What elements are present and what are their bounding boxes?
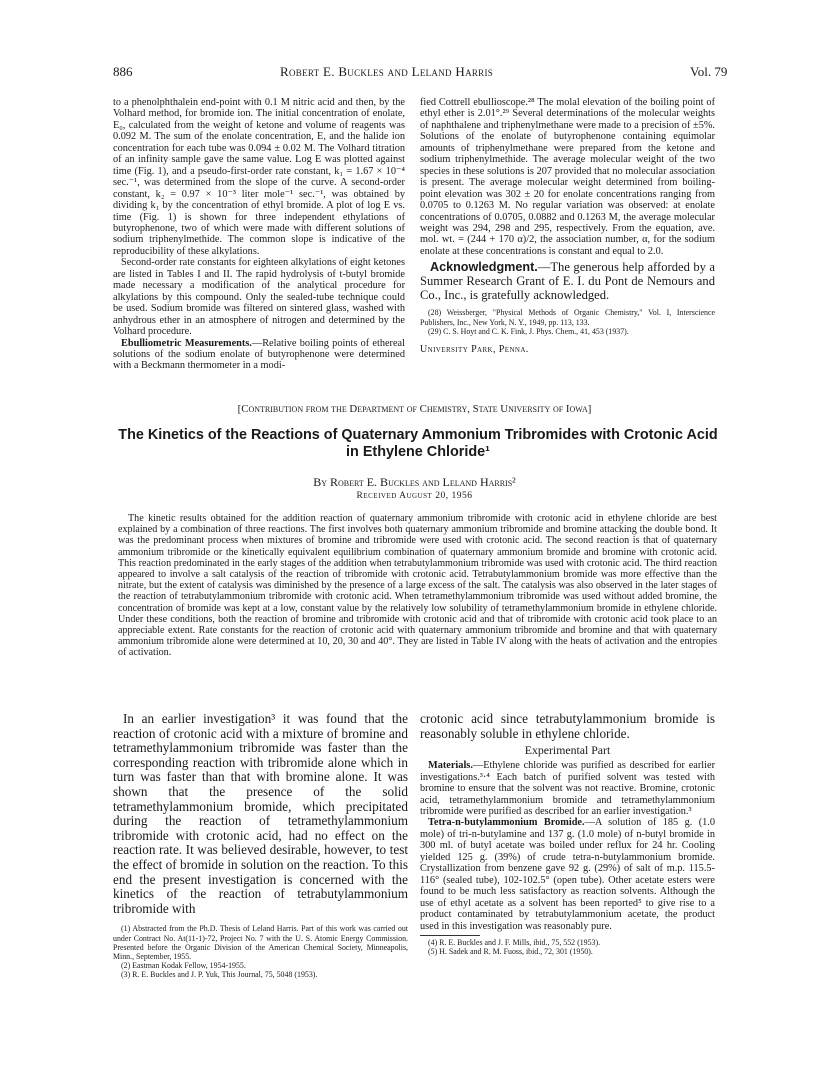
introduction-paragraph: In an earlier investigation³ it was found that the reaction of crotonic acid with a mixture of bromine and tetramethylammonium tribromide was faster than the corresponding reaction with tribromide alone which in turn was faster than that with bromine alone. It was shown that the presence of the solid tetramethylammonium bromide, which precipitated during the reaction of tetramethylammonium tribromide with crotonic acid, had no effect on the reaction rate. It was believed desirable, however, to test the effect of bromide in solution on the reaction. To this end the present investigation is concerned with the kinetics of the reaction of tetrabutylammonium tribromide with xyxy=(113,711,408,916)
paragraph-text: —A solution of 185 g. (1.0 mole) of tri-n-butylamine and 137 g. (1.0 mole) of n-butyl bromide in 300 ml. of butyl acetate was boiled under reflux for 24 hr. Cooling yielded 125 g. (39%) of crude tetra-n-butylammonium bromide. Crystallization from benzene gave 92 g. (29%) of salt of m.p. 115.5-116° (sealed tube), 102-102.5° (open tube). Other acetate esters were found to be much less satisfactory as reaction solvents. Although the use of ethyl acetate as a solvent has been reported⁵ to give rise to a product contaminated by tetrabutylammonium acetate, the product used in this investigation was reasonably pure. xyxy=(420,817,715,932)
paragraph xyxy=(420,760,715,817)
footnote-1: (1) Abstracted from the Ph.D. Thesis of Leland Harris. Part of this work was carried out under Contract No. At(11-1)-72, Project No. 7 with the U. S. Atomic Energy Commission. Presented before the Organic Division of the American Chemical Society, Minneapolis, Minn., September, 1955. xyxy=(113,924,408,961)
introduction-continued: crotonic acid since tetrabutylammonium bromide is reasonably soluble in ethylene chloride. xyxy=(420,711,715,741)
paragraph-text: —Relative boiling points of ethereal solutions of the sodium enolate of butyrophenone were determined with a Beckmann thermometer in a modi- xyxy=(113,337,405,372)
acknowledgment xyxy=(420,260,715,302)
subsection-heading: Tetra-n-butylammonium Bromide. xyxy=(428,817,585,829)
acknowledgment-heading: Acknowledgment. xyxy=(430,260,538,275)
article-title: The Kinetics of the Reactions of Quaternary Ammonium Tribromides with Crotonic Acid in Ethylene Chloride¹ xyxy=(118,427,718,460)
footnote-2: (2) Eastman Kodak Fellow, 1954-1955. xyxy=(121,961,246,971)
article-authors: By Robert E. Buckles and Leland Harris² xyxy=(313,475,516,489)
footnote-28: (28) Weissberger, "Physical Methods of Organic Chemistry," Vol. I, Interscience Publishers, Inc., New York, N. Y., 1949, pp. 113, 133. xyxy=(420,308,715,327)
acknowledgment-text: —The generous help afforded by a Summer Research Grant of E. I. du Pont de Nemours and Co., Inc., is gratefully acknowledged. xyxy=(420,260,715,303)
page-number: 886 xyxy=(113,64,133,79)
received-date: Received August 20, 1956 xyxy=(356,491,473,501)
footnote-29: (29) C. S. Hoyt and C. K. Fink, J. Phys. Chem., 41, 453 (1937). xyxy=(428,326,629,336)
section-heading: Experimental Part xyxy=(524,743,611,758)
footnote-5: (5) H. Sadek and R. M. Fuoss, ibid., 72, 301 (1950). xyxy=(428,947,593,957)
institution-address: University Park, Penna. xyxy=(420,343,529,355)
subsection-heading: Materials. xyxy=(428,760,473,772)
footnote-4: (4) R. E. Buckles and J. F. Mills, ibid., 75, 552 (1953). xyxy=(428,937,601,947)
contribution-line: [Contribution from the Department of Chemistry, State University of Iowa] xyxy=(237,403,592,415)
running-head: Robert E. Buckles and Leland Harris xyxy=(280,64,494,79)
abstract-text: The kinetic results obtained for the addition reaction of quaternary ammonium tribromide with crotonic acid in ethylene chloride are best explained by a combination of three reactions. The first involves both quaternary ammonium tribromide and bromine attacking the double bond. It was the predominant process when mixtures of bromine and tribromide were used with crotonic acid. The second reaction is that of quaternary ammonium tribromide or the kinetically equivalent equilibrium combination of quaternary ammonium bromide and bromine with crotonic acid. This reaction predominated in the early stages of the addition when tetrabutylammonium tribromide was used with crotonic acid. The third reaction appeared to involve a salt catalysis of the reaction of tribromide with crotonic acid. Tetrabutylammonium bromide was more effective than the nitrate, but the extent of catalysis was diminished by the presence of a large excess of the salt. The catalysis was also observed in the later stages of the reaction of tetrabutylammonium tribromide with crotonic acid. When tetramethylammonium tribromide was used without added bromine, the concentration of bromide was kept at a low, constant value by the relatively low solubility of tetramethylammonium bromide in ethylene chloride. Under these conditions, both the reaction of bromine and tribromide with crotonic acid and that of tribromide with crotonic acid took place to an appreciable extent. Rate constants for the reaction of crotonic acid with quaternary ammonium tribromide and bromine and that with quaternary ammonium tribromide alone were determined at 10, 20, 30 and 40°. They are listed in Table IV along with the heats of activation and the entropies of activation. xyxy=(118,513,717,659)
top-left-column xyxy=(113,97,405,372)
paragraph xyxy=(420,817,715,932)
paragraph: to a phenolphthalein end-point with 0.1 M nitric acid and then, by the Volhard method, for bromide ion. The initial concentration of enolate, E₀, calculated from the weight of ketone and volume of reagents was 0.092 M. The sum of the enolate concentration, E, and the halide ion concentration for each tube was 0.094 ± 0.02 M. The Volhard titration of an infinity sample gave the same value. Log E was plotted against time (Fig. 1), and a pseudo-first-order rate constant, k₁ = 1.67 × 10⁻⁴ sec.⁻¹, was determined from the slope of the curve. A second-order constant, k₂ = 0.97 × 10⁻³ liter mole⁻¹ sec.⁻¹, was obtained by dividing k₁ by the concentration of ethyl bromide. A plot of log E vs. time (Fig. 1) is shown for three independent ethylations of butyrophenone, two of which were made with different solutions of sodium triphenylmethide. The common slope is indicative of the reproducibility of these alkylations. xyxy=(113,97,405,257)
bottom-left-column xyxy=(113,712,408,980)
bottom-right-column xyxy=(420,712,715,956)
subsection-heading: Ebulliometric Measurements. xyxy=(121,337,252,349)
top-right-column xyxy=(420,97,715,355)
paragraph: fied Cottrell ebullioscope.²⁸ The molal elevation of the boiling point of ethyl ether is 2.01°.²⁹ Several determinations of the molecular weights of naphthalene and triphenylmethane were made to a precision of ±5%. Solutions of the enolate of butyrophenone containing equimolar amounts of triphenylmethane were prepared from the ketone and sodium triphenylmethide. The average molecular weight of the two species in these solutions is 207 provided that no molecular association is present. The average molecular weight determined from boiling-point elevation was 302 ± 20 for enolate concentrations ranging from 0.0705 to 0.1263 M. No regular variation was observed: at enolate concentrations of 0.0705, 0.0882 and 0.1263 M, the average molecular weight was 294, 298 and 295, respectively. From the equation, ave. mol. wt. = (244 + 170 α)/2, the association number, α, for the sodium enolate at these concentrations is constant and equal to 2.0. xyxy=(420,97,715,257)
volume-label: Vol. 79 xyxy=(690,64,728,79)
paragraph: Second-order rate constants for eighteen alkylations of eight ketones are listed in Tables I and II. The rapid hydrolysis of t-butyl bromide made necessary a modification of the analytical procedure for alkylations by this compound. Only the sealed-tube technique could be used. Sodium bromide was filtered on sintered glass, washed with anhydrous ether in an atmosphere of nitrogen and determined by the Volhard procedure. xyxy=(113,257,405,338)
abstract xyxy=(118,513,717,659)
footnote-3: (3) R. E. Buckles and J. P. Yuk, This Journal, 75, 5048 (1953). xyxy=(121,970,318,980)
paragraph xyxy=(113,338,405,372)
footnote-divider xyxy=(420,935,480,936)
paragraph-text: —Ethylene chloride was purified as described for earlier investigations.³·⁴ Each batch of purified solvent was tested with bromine to ensure that the solvent was not reactive. Bromine, crotonic acid, tetramethylammonium bromide and tetramethylammonium tribromide were purified as described for an earlier investigation.³ xyxy=(420,760,715,817)
